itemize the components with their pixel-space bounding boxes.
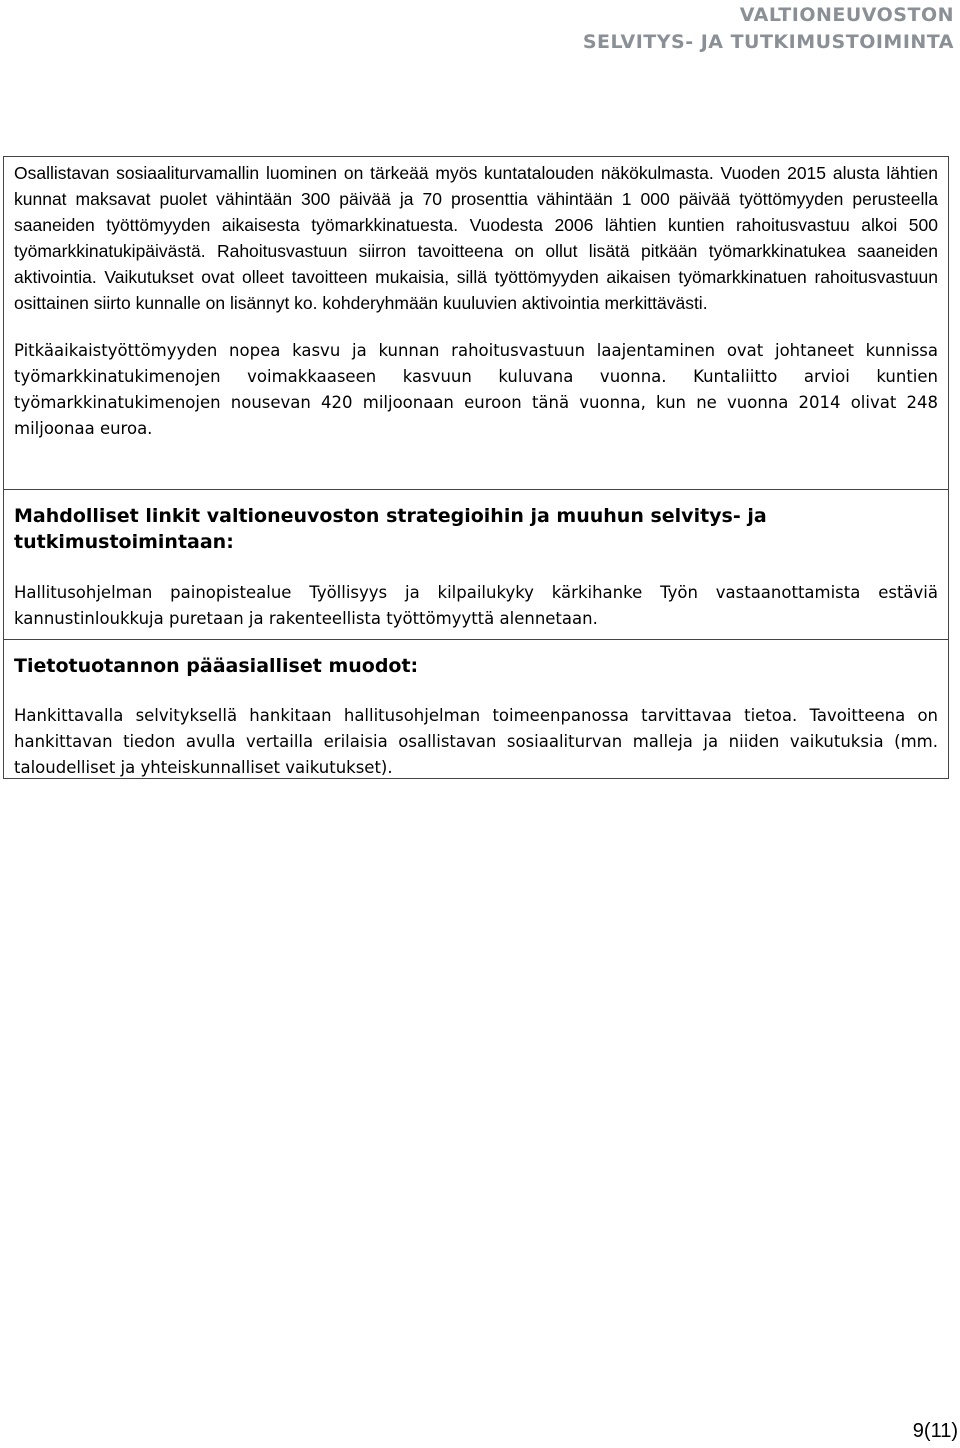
heading-knowledge-production: Tietotuotannon pääasialliset muodot:: [14, 655, 419, 677]
section-strategy-links-box: [3, 489, 949, 640]
paragraph-knowledge-production: Hankittavalla selvityksellä hankitaan hallitusohjelman toimeenpanossa tarvittavaa tietoa. Tavoitteena on hankittavan tiedon avulla vertailla erilaisia osallistavan sosiaaliturvan malleja ja niiden vaikutuksia (mm. taloudelliset ja yhteiskunnalliset vaikutukset).: [14, 706, 938, 777]
paragraph-unemployment-growth: Pitkäaikaistyöttömyyden nopea kasvu ja kunnan rahoitusvastuun laajentaminen ovat johtaneet kunnissa työmarkkinatukimenojen voimakkaaseen kasvuun kuluvana vuonna. Kuntaliitto arvioi kuntien työmarkkinatukimenojen nousevan 420 miljoonaan euroon tänä vuonna, kun ne vuonna 2014 olivat 248 miljoonaa euroa.: [14, 341, 938, 438]
paragraph-municipal-finance: Osallistavan sosiaaliturvamallin luominen on tärkeää myös kuntatalouden näkökulmasta. Vuoden 2015 alusta lähtien kunnat maksavat puolet vähintään 300 päivää ja 70 prosenttia vähintään 1 000 päivää työttömyyden perusteella saaneiden työttömyyden aikaisesta työmarkkinatuesta. Vuodesta 2006 lähtien kuntien rahoitusvastuu alkoi 500 työmarkkinatukipäivästä. Rahoitusvastuun siirron tavoitteena on ollut lisätä pitkään työmarkkinatukea saaneiden aktivointia. Vaikutukset ovat olleet tavoitteen mukaisia, sillä työttömyyden aikaisen työmarkkinatuen rahoitusvastuun osittainen siirto kunnalle on lisännyt ko. kohderyhmään kuuluvien aktivointia merkittävästi.: [14, 163, 938, 313]
page-number: 9(11): [912, 1420, 958, 1442]
brand-line-1: VALTIONEUVOSTON: [739, 4, 954, 26]
section-knowledge-production-box: [3, 639, 949, 779]
header-brand: [583, 2, 954, 56]
brand-line-2: SELVITYS- JA TUTKIMUSTOIMINTA: [582, 31, 954, 53]
section-background-box: [3, 156, 949, 490]
paragraph-strategy-links: Hallitusohjelman painopistealue Työllisyys ja kilpailukyky kärkihanke Työn vastaanottamista estäviä kannustinloukkuja puretaan ja rakenteellista työttömyyttä alennetaan.: [14, 583, 938, 628]
heading-strategy-links: Mahdolliset linkit valtioneuvoston strategioihin ja muuhun selvitys- ja tutkimustoimintaan:: [14, 505, 767, 553]
